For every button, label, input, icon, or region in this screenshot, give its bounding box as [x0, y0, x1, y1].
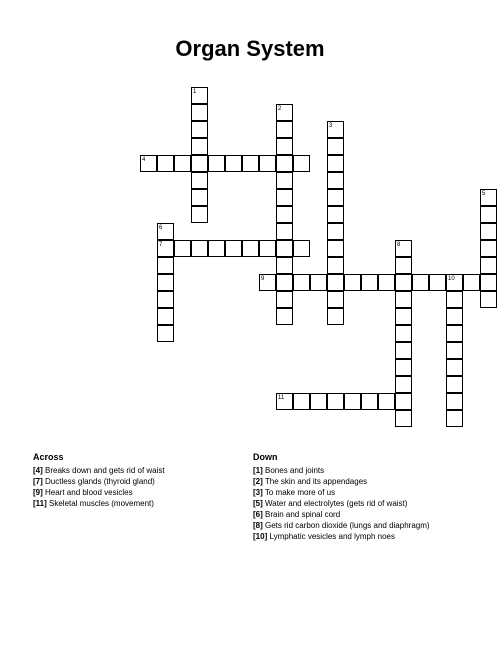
clue-item	[33, 487, 165, 498]
clue-item	[253, 476, 430, 487]
clue-text: Breaks down and gets rid of waist	[42, 466, 165, 475]
clue-item	[33, 476, 165, 487]
grid-cell[interactable]	[412, 274, 429, 291]
grid-cell[interactable]	[480, 257, 497, 274]
clue-number-label: [10]	[253, 532, 268, 541]
grid-cell[interactable]	[327, 308, 344, 325]
grid-cell[interactable]	[225, 240, 242, 257]
clue-number: 9	[261, 276, 265, 282]
clue-text: Bones and joints	[262, 466, 325, 475]
grid-cell[interactable]	[344, 274, 361, 291]
grid-cell[interactable]	[446, 393, 463, 410]
grid-cell[interactable]	[327, 206, 344, 223]
clue-number: 7	[159, 242, 163, 248]
grid-cell[interactable]	[157, 155, 174, 172]
grid-cell[interactable]	[395, 325, 412, 342]
clue-text: Gets rid carbon dioxide (lungs and diaphragm)	[262, 521, 430, 530]
clue-text: Skeletal muscles (movement)	[46, 499, 154, 508]
grid-cell[interactable]	[293, 393, 310, 410]
grid-cell[interactable]	[446, 410, 463, 427]
grid-cell[interactable]	[276, 206, 293, 223]
across-clue-list	[33, 465, 165, 509]
grid-cell[interactable]	[276, 291, 293, 308]
grid-cell[interactable]	[327, 155, 344, 172]
grid-cell[interactable]	[378, 274, 395, 291]
grid-cell[interactable]	[293, 240, 310, 257]
grid-cell[interactable]	[208, 240, 225, 257]
clue-item	[33, 498, 165, 509]
grid-cell[interactable]	[395, 274, 412, 291]
clue-text: Lymphatic vesicles and lymph noes	[267, 532, 395, 541]
grid-cell[interactable]	[395, 393, 412, 410]
clue-text: To make more of us	[262, 488, 336, 497]
clue-text: Heart and blood vesicles	[42, 488, 133, 497]
clue-number: 10	[448, 276, 455, 282]
clue-number-label: [9]	[33, 488, 43, 497]
grid-cell[interactable]	[191, 138, 208, 155]
grid-cell[interactable]	[395, 342, 412, 359]
grid-cell[interactable]	[259, 155, 276, 172]
grid-cell[interactable]	[157, 274, 174, 291]
clue-number-label: [5]	[253, 499, 263, 508]
clue-item	[33, 465, 165, 476]
grid-cell[interactable]	[327, 291, 344, 308]
grid-cell[interactable]	[480, 206, 497, 223]
grid-cell[interactable]	[327, 240, 344, 257]
grid-cell[interactable]	[259, 240, 276, 257]
grid-cell[interactable]	[276, 308, 293, 325]
clue-item	[253, 520, 430, 531]
grid-cell[interactable]	[480, 274, 497, 291]
grid-cell[interactable]	[157, 325, 174, 342]
grid-cell[interactable]	[480, 223, 497, 240]
grid-cell[interactable]	[310, 274, 327, 291]
grid-cell[interactable]	[344, 393, 361, 410]
clue-number-label: [4]	[33, 466, 43, 475]
grid-cell[interactable]	[446, 325, 463, 342]
grid-cell[interactable]	[174, 155, 191, 172]
clue-number-label: [2]	[253, 477, 263, 486]
grid-cell[interactable]	[276, 274, 293, 291]
grid-cell[interactable]	[191, 206, 208, 223]
grid-cell[interactable]	[327, 393, 344, 410]
clue-number: 1	[193, 89, 197, 95]
grid-cell[interactable]	[174, 240, 191, 257]
grid-cell[interactable]	[191, 172, 208, 189]
grid-cell[interactable]	[157, 308, 174, 325]
clue-item	[253, 498, 430, 509]
grid-cell[interactable]	[480, 291, 497, 308]
grid-cell[interactable]	[327, 274, 344, 291]
grid-cell[interactable]	[327, 189, 344, 206]
clue-number: 5	[482, 191, 486, 197]
grid-cell[interactable]	[276, 223, 293, 240]
grid-cell[interactable]	[327, 223, 344, 240]
clue-text: Brain and spinal cord	[262, 510, 341, 519]
grid-cell[interactable]	[361, 393, 378, 410]
clue-item	[253, 531, 430, 542]
clue-number-label: [6]	[253, 510, 263, 519]
grid-cell[interactable]	[242, 240, 259, 257]
grid-cell[interactable]	[395, 410, 412, 427]
page-title: Organ System	[175, 36, 325, 61]
clue-text: Water and electrolytes (gets rid of waist)	[262, 499, 408, 508]
clue-number: 6	[159, 225, 163, 231]
grid-cell[interactable]	[378, 393, 395, 410]
grid-cell[interactable]	[327, 172, 344, 189]
grid-cell[interactable]	[395, 308, 412, 325]
clue-number-label: [11]	[33, 499, 47, 508]
grid-cell[interactable]	[310, 393, 327, 410]
clue-number: 8	[397, 242, 401, 248]
grid-cell[interactable]	[395, 376, 412, 393]
clue-number: 2	[278, 106, 282, 112]
grid-cell[interactable]	[191, 240, 208, 257]
grid-cell[interactable]	[191, 104, 208, 121]
grid-cell[interactable]	[395, 257, 412, 274]
grid-cell[interactable]	[242, 155, 259, 172]
grid-cell[interactable]	[276, 189, 293, 206]
grid-cell[interactable]	[293, 274, 310, 291]
grid-cell[interactable]	[446, 308, 463, 325]
grid-cell[interactable]	[446, 291, 463, 308]
grid-cell[interactable]	[327, 257, 344, 274]
grid-cell[interactable]	[446, 376, 463, 393]
grid-cell[interactable]	[276, 257, 293, 274]
clue-text: The skin and its appendages	[262, 477, 368, 486]
grid-cell[interactable]	[276, 240, 293, 257]
grid-cell[interactable]	[191, 155, 208, 172]
grid-cell[interactable]	[276, 172, 293, 189]
clue-number: 4	[142, 157, 146, 163]
down-clue-list	[253, 465, 430, 542]
grid-cell[interactable]	[463, 274, 480, 291]
grid-cell[interactable]	[395, 291, 412, 308]
down-clues	[253, 452, 430, 542]
grid-cell[interactable]	[191, 121, 208, 138]
down-heading: Down	[253, 452, 278, 462]
clue-item	[253, 487, 430, 498]
clue-text: Ductless glands (thyroid gland)	[42, 477, 155, 486]
grid-cell[interactable]	[208, 155, 225, 172]
grid-cell[interactable]	[446, 342, 463, 359]
clue-item	[253, 465, 430, 476]
grid-cell[interactable]	[276, 138, 293, 155]
grid-cell[interactable]	[157, 257, 174, 274]
clue-number: 3	[329, 123, 333, 129]
grid-cell[interactable]	[429, 274, 446, 291]
clue-number-label: [8]	[253, 521, 263, 530]
clue-number-label: [3]	[253, 488, 263, 497]
grid-cell[interactable]	[225, 155, 242, 172]
grid-cell[interactable]	[446, 359, 463, 376]
grid-cell[interactable]	[293, 155, 310, 172]
grid-cell[interactable]	[327, 138, 344, 155]
across-clues	[33, 452, 165, 509]
grid-cell[interactable]	[276, 121, 293, 138]
clue-number-label: [7]	[33, 477, 43, 486]
clue-number-label: [1]	[253, 466, 263, 475]
grid-cell[interactable]	[480, 240, 497, 257]
grid-cell[interactable]	[157, 291, 174, 308]
grid-cell[interactable]	[276, 155, 293, 172]
clue-item	[253, 509, 430, 520]
grid-cell[interactable]	[191, 189, 208, 206]
clue-number: 11	[278, 395, 285, 401]
grid-cell[interactable]	[395, 359, 412, 376]
across-heading: Across	[33, 452, 64, 462]
grid-cell[interactable]	[361, 274, 378, 291]
